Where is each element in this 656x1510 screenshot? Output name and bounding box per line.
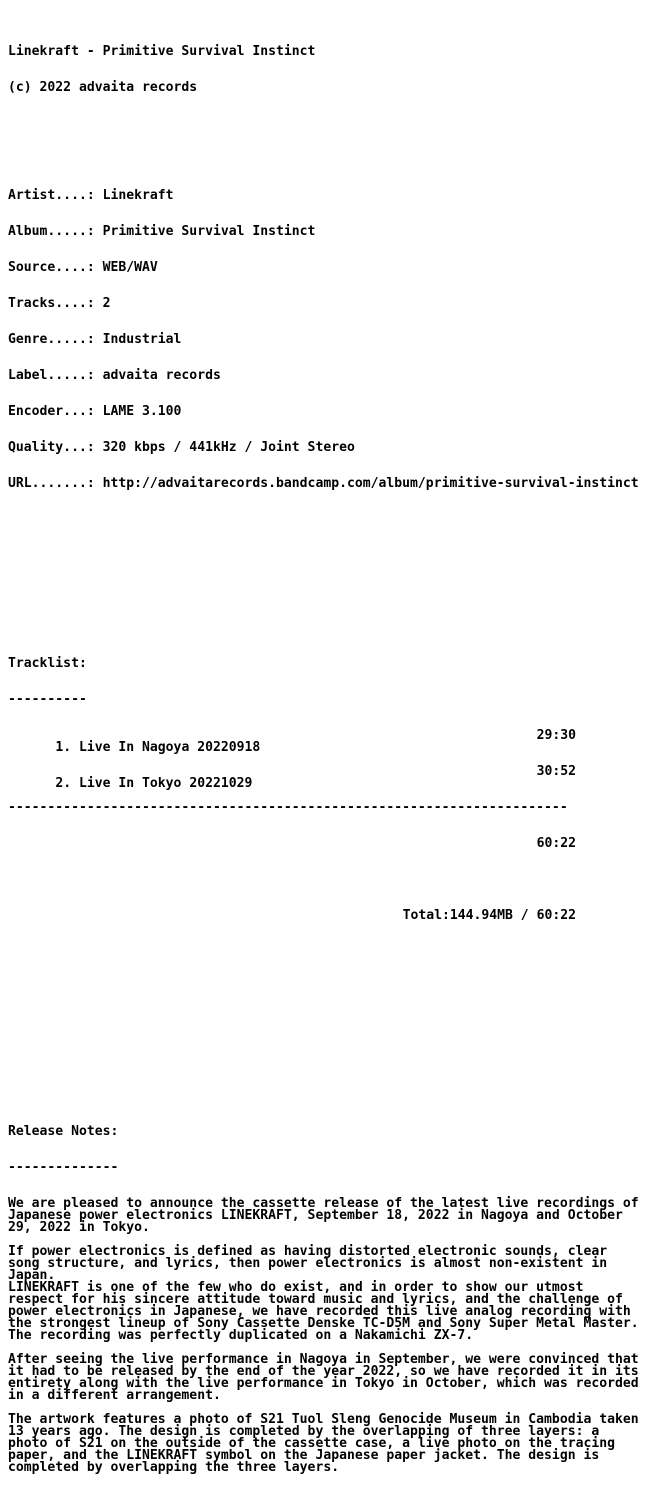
spacer bbox=[8, 1054, 639, 1066]
release-notes-line: 13 years ago. The design is completed by the overlapping of three layers: a bbox=[8, 1424, 600, 1439]
release-notes-line: The recording was perfectly duplicated on a Nakamichi ZX-7. bbox=[8, 1328, 474, 1343]
info-artist: Artist....: Linekraft bbox=[8, 188, 174, 203]
release-notes-line: completed by overlapping the three layers. bbox=[8, 1460, 340, 1475]
info-label: Label.....: advaita records bbox=[8, 368, 221, 383]
release-notes-line: it had to be released by the end of the year 2022, so we have recorded it in its bbox=[8, 1364, 639, 1379]
spacer bbox=[8, 874, 639, 886]
release-notes-line: respect for his sincere attitude toward music and lyrics, and the challenge of bbox=[8, 1292, 623, 1307]
total-size: Total:144.94MB / 60:22 bbox=[402, 908, 576, 923]
spacer bbox=[8, 586, 639, 598]
release-notes-line: 29, 2022 in Tokyo. bbox=[8, 1220, 150, 1235]
tracklist-section bbox=[8, 634, 639, 946]
info-url: URL.......: http://advaitarecords.bandcamp.com/album/primitive-survival-instinct bbox=[8, 476, 639, 491]
total-size-row bbox=[8, 910, 576, 922]
info-block bbox=[8, 166, 639, 514]
track-time: 30:52 bbox=[536, 764, 576, 779]
track-title: 1. Live In Nagoya 20220918 bbox=[55, 740, 261, 755]
track-row bbox=[8, 764, 576, 791]
info-tracks: Tracks....: 2 bbox=[8, 296, 111, 311]
track-title: 2. Live In Tokyo 20221029 bbox=[55, 776, 253, 791]
total-time: 60:22 bbox=[536, 836, 576, 851]
copyright-line: (c) 2022 advaita records bbox=[8, 80, 198, 95]
info-source: Source....: WEB/WAV bbox=[8, 260, 158, 275]
spacer bbox=[8, 982, 639, 994]
release-notes-underline: -------------- bbox=[8, 1160, 119, 1175]
tracklist-separator: ----------------------------------------------------------------------- bbox=[8, 800, 568, 815]
nfo-document bbox=[8, 22, 639, 1510]
release-notes-body bbox=[8, 1198, 639, 1474]
info-encoder: Encoder...: LAME 3.100 bbox=[8, 404, 182, 419]
info-quality: Quality...: 320 kbps / 441kHz / Joint Stereo bbox=[8, 440, 355, 455]
track-time: 29:30 bbox=[536, 728, 576, 743]
release-notes-line: Japan. bbox=[8, 1268, 56, 1283]
total-time-row bbox=[8, 838, 576, 850]
spacer bbox=[8, 118, 639, 130]
release-notes-line: Japanese power electronics LINEKRAFT, September 18, 2022 in Nagoya and October bbox=[8, 1208, 623, 1223]
release-notes-line: power electronics in Japanese, we have recorded this live analog recording with bbox=[8, 1304, 631, 1319]
release-notes-line: After seeing the live performance in Nagoya in September, we were convinced that bbox=[8, 1352, 639, 1367]
spacer bbox=[8, 550, 639, 562]
release-notes-heading: Release Notes: bbox=[8, 1124, 119, 1139]
release-notes-line: the strongest lineup of Sony Cassette Denske TC-D5M and Sony Super Metal Master. bbox=[8, 1316, 639, 1331]
release-notes-line: song structure, and lyrics, then power electronics is almost non-existent in bbox=[8, 1256, 608, 1271]
title-line: Linekraft - Primitive Survival Instinct bbox=[8, 44, 316, 59]
release-notes-section bbox=[8, 1102, 639, 1498]
info-album: Album.....: Primitive Survival Instinct bbox=[8, 224, 316, 239]
info-genre: Genre.....: Industrial bbox=[8, 332, 182, 347]
release-notes-line: We are pleased to announce the cassette release of the latest live recordings of bbox=[8, 1196, 639, 1211]
track-row bbox=[8, 728, 576, 755]
spacer bbox=[8, 1018, 639, 1030]
release-notes-line: in a different arrangement. bbox=[8, 1388, 221, 1403]
release-notes-line: entirety along with the live performance in Tokyo in October, which was recorded bbox=[8, 1376, 639, 1391]
tracklist-underline: ---------- bbox=[8, 692, 87, 707]
release-notes-line: LINEKRAFT is one of the few who do exist, and in order to show our utmost bbox=[8, 1280, 584, 1295]
release-notes-line: The artwork features a photo of S21 Tuol Sleng Genocide Museum in Cambodia taken bbox=[8, 1412, 639, 1427]
release-notes-line: photo of S21 on the outside of the cassette case, a live photo on the tracing bbox=[8, 1436, 615, 1451]
release-notes-line: If power electronics is defined as having distorted electronic sounds, clear bbox=[8, 1244, 608, 1259]
tracklist-heading: Tracklist: bbox=[8, 656, 87, 671]
release-notes-line: paper, and the LINEKRAFT symbol on the Japanese paper jacket. The design is bbox=[8, 1448, 600, 1463]
